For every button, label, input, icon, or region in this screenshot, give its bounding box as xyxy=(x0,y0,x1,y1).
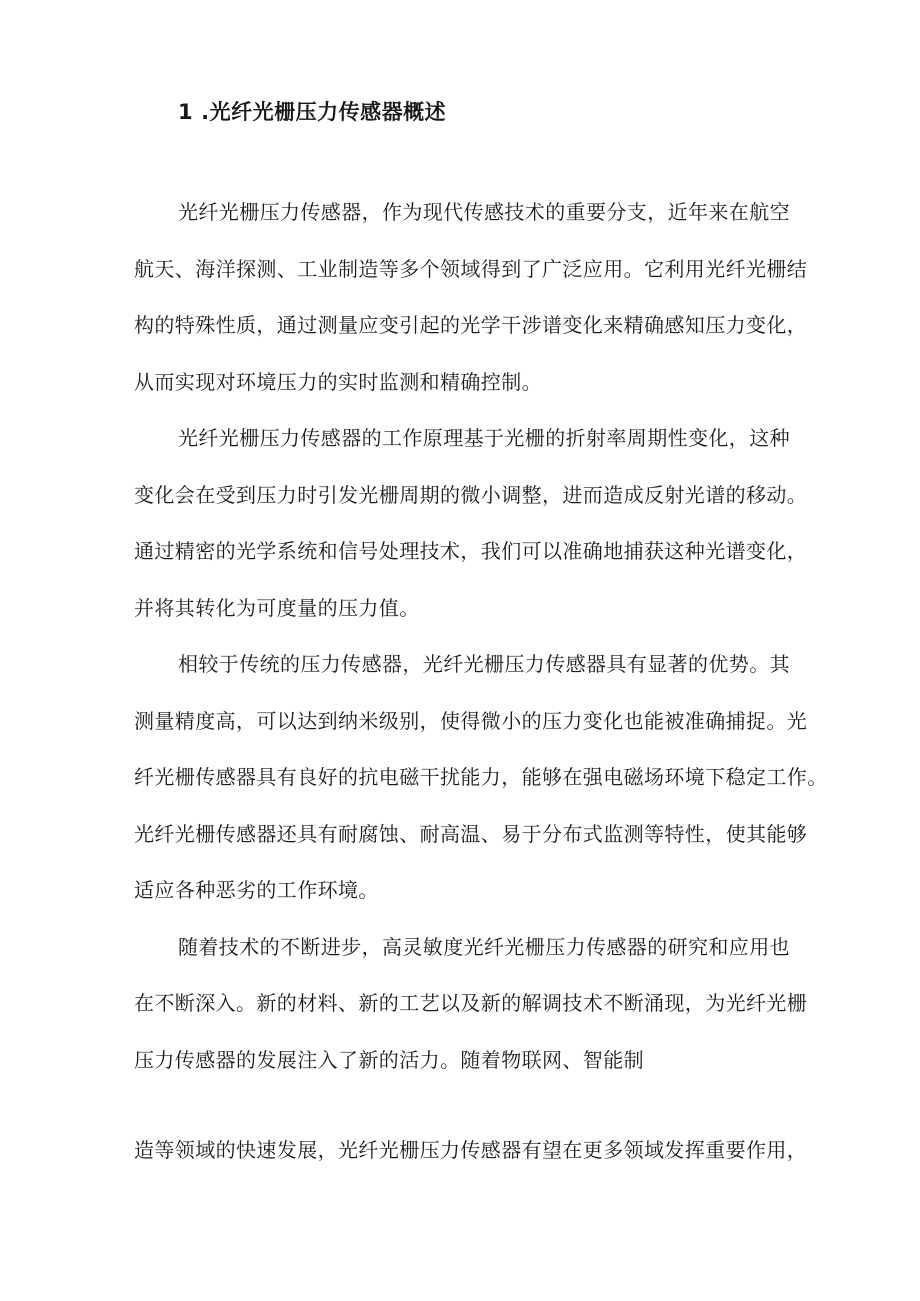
paragraph-2-line-1: 光纤光栅压力传感器的工作原理基于光栅的折射率周期性变化，这种 xyxy=(178,426,790,450)
body-text xyxy=(134,184,828,1088)
paragraph-3-line-5: 适应各种恶劣的工作环境。 xyxy=(134,878,379,902)
paragraph-2-line-4: 并将其转化为可度量的压力值。 xyxy=(134,595,420,620)
section-title: .光纤光栅压力传感器概述 xyxy=(201,100,447,124)
continuation-line: 造等领域的快速发展，光纤光栅压力传感器有望在更多领域发挥重要作用， xyxy=(134,1138,808,1162)
paragraph-2-line-3: 通过精密的光学系统和信号处理技术，我们可以准确地捕获这种光谱变化， xyxy=(134,539,808,563)
paragraph-3-line-2: 测量精度高，可以达到纳米级别，使得微小的压力变化也能被准确捕捉。光 xyxy=(134,708,808,733)
paragraph-1-line-2: 航天、海洋探测、工业制造等多个领域得到了广泛应用。它利用光纤光栅结 xyxy=(134,256,808,281)
paragraph-4-line-3: 压力传感器的发展注入了新的活力。随着物联网、智能制 xyxy=(134,1047,644,1072)
paragraph-4-line-2: 在不断深入。新的材料、新的工艺以及新的解调技术不断涌现，为光纤光栅 xyxy=(134,991,808,1015)
paragraph-1-line-3: 构的特殊性质，通过测量应变引起的光学干涉谱变化来精确感知压力变化， xyxy=(134,313,808,337)
paragraph-3-line-4: 光纤光栅传感器还具有耐腐蚀、耐高温、易于分布式监测等特性，使其能够 xyxy=(134,821,808,846)
paragraph-3-line-3: 纤光栅传感器具有良好的抗电磁干扰能力，能够在强电磁场环境下稳定工作。 xyxy=(134,765,828,789)
paragraph-4-line-1: 随着技术的不断进步，高灵敏度光纤光栅压力传感器的研究和应用也 xyxy=(178,934,790,959)
paragraph-1-line-4: 从而实现对环境压力的实时监测和精确控制。 xyxy=(134,369,542,394)
continuation-text xyxy=(134,1122,808,1179)
paragraph-2-line-2: 变化会在受到压力时引发光栅周期的微小调整，进而造成反射光谱的移动。 xyxy=(134,482,808,507)
paragraph-3-line-1: 相较于传统的压力传感器，光纤光栅压力传感器具有显著的优势。其 xyxy=(178,652,790,676)
paragraph-1-line-1: 光纤光栅压力传感器，作为现代传感技术的重要分支，近年来在航空 xyxy=(178,200,790,224)
section-number: 1 xyxy=(178,100,194,124)
section-heading xyxy=(178,96,446,126)
